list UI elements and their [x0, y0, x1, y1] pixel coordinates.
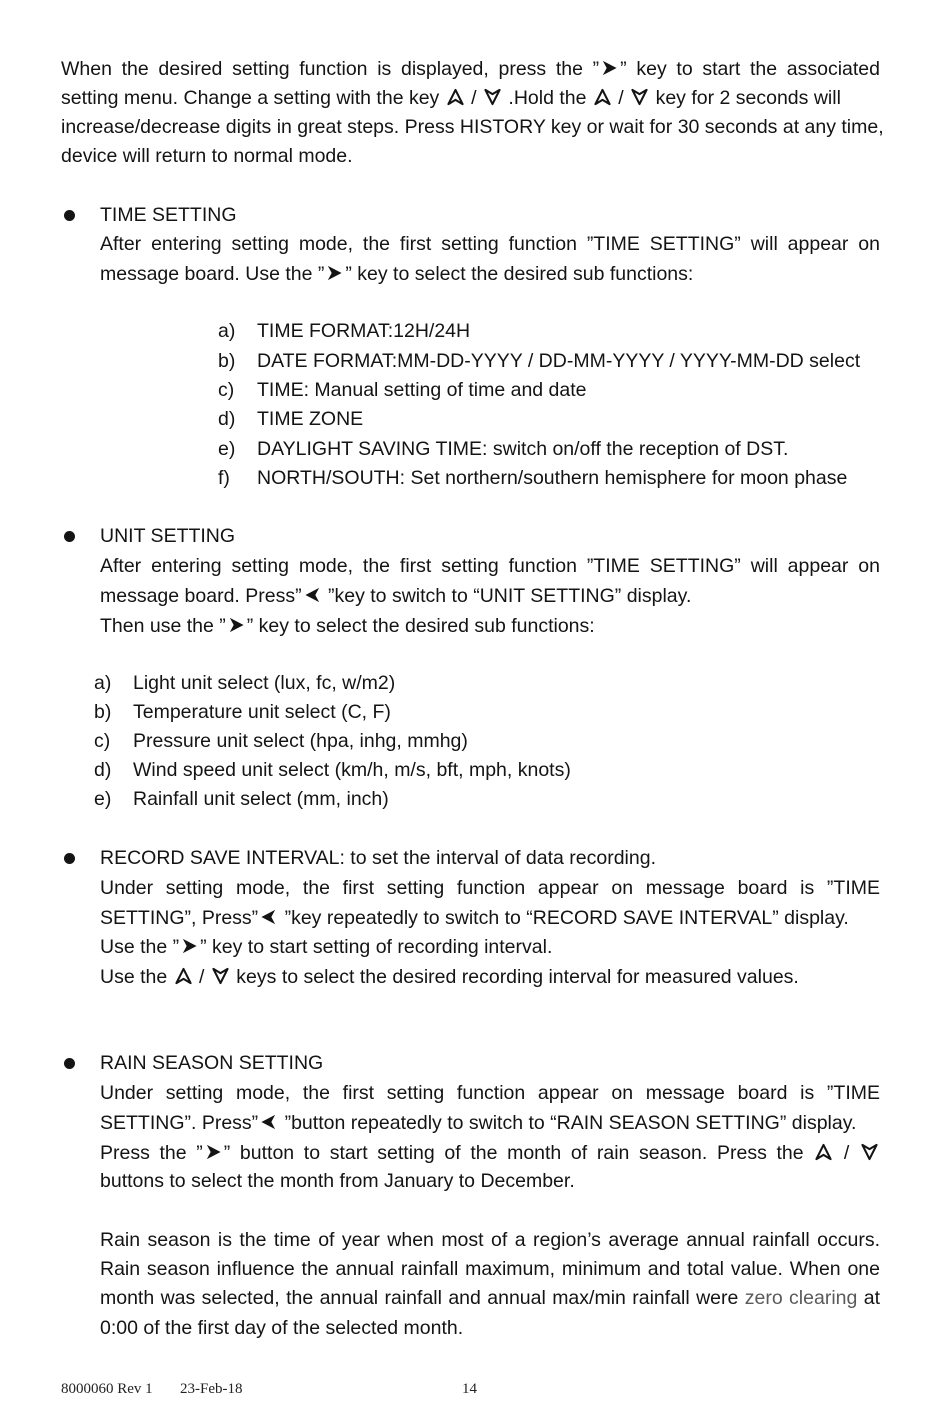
intro-line-4: device will return to normal mode. [61, 145, 353, 167]
down-arrow-key-icon [861, 1143, 878, 1161]
time-setting-line-2: message board. Use the ” ” key to select the desired sub functions: [100, 263, 694, 285]
rain-season-line-2: SETTING”. Press” ”button repeatedly to switch to “RAIN SEASON SETTING” display. [100, 1112, 857, 1134]
right-arrow-key-icon [181, 937, 198, 955]
left-arrow-key-icon [260, 908, 277, 926]
right-arrow-key-icon [601, 59, 618, 77]
intro-line-2: setting menu. Change a setting with the key / .Hold the / key for 2 seconds will [61, 87, 841, 109]
intro-line-3: increase/decrease digits in great steps. Press HISTORY key or wait for 30 seconds at any time, [61, 116, 884, 138]
up-arrow-key-icon [447, 88, 464, 106]
up-arrow-key-icon [175, 967, 192, 985]
up-arrow-key-icon [815, 1143, 832, 1161]
footer-page-number: 14 [462, 1381, 477, 1397]
down-arrow-key-icon [212, 967, 229, 985]
unit-setting-heading: UNIT SETTING [100, 525, 236, 547]
intro-line-1: When the desired setting function is displayed, press the ” ” key to start the associated [61, 58, 880, 80]
right-arrow-key-icon [326, 264, 343, 282]
record-interval-line-3: Use the ” ” key to start setting of recording interval. [100, 936, 553, 958]
time-setting-heading: TIME SETTING [100, 204, 237, 226]
left-arrow-key-icon [260, 1113, 277, 1131]
up-arrow-key-icon [594, 88, 611, 106]
unit-setting-line-1: After entering setting mode, the first setting function ”TIME SETTING” will appear on [100, 555, 880, 577]
rain-season-line-3: Press the ” ” button to start setting of the month of rain season. Press the / [100, 1139, 880, 1168]
left-arrow-key-icon [304, 586, 321, 604]
bullet-icon [64, 210, 75, 221]
down-arrow-key-icon [484, 88, 501, 106]
footer-doc-id: 8000060 Rev 1 [61, 1381, 153, 1397]
rain-season-line-1: Under setting mode, the first setting function appear on message board is ”TIME [100, 1082, 880, 1104]
rain-season-heading: RAIN SEASON SETTING [100, 1052, 324, 1074]
rain-season-para2-line-1: Rain season is the time of year when most of a region’s average annual rainfall occurs. [100, 1229, 880, 1251]
record-interval-line-2: SETTING”, Press” ”key repeatedly to switch to “RECORD SAVE INTERVAL” display. [100, 907, 849, 929]
rain-season-para2-line-2: Rain season influence the annual rainfall maximum, minimum and total value. When one [100, 1258, 880, 1280]
record-interval-line-4: Use the / keys to select the desired recording interval for measured values. [100, 966, 799, 988]
record-interval-heading: RECORD SAVE INTERVAL: to set the interval of data recording. [100, 847, 656, 869]
bullet-icon [64, 853, 75, 864]
right-arrow-key-icon [205, 1143, 222, 1161]
right-arrow-key-icon [228, 616, 245, 634]
rain-season-para2-line-4: 0:00 of the first day of the selected month. [100, 1317, 464, 1339]
record-interval-line-1: Under setting mode, the first setting function appear on message board is ”TIME [100, 877, 880, 899]
unit-setting-line-2: message board. Press” ”key to switch to “UNIT SETTING” display. [100, 585, 692, 607]
bullet-icon [64, 1058, 75, 1069]
unit-setting-line-3: Then use the ” ” key to select the desired sub functions: [100, 615, 595, 637]
bullet-icon [64, 531, 75, 542]
rain-season-para2-line-3: month was selected, the annual rainfall and annual max/min rainfall were zero clearing at [100, 1287, 880, 1309]
time-setting-line-1: After entering setting mode, the first setting function ”TIME SETTING” will appear on [100, 233, 880, 255]
down-arrow-key-icon [631, 88, 648, 106]
rain-season-line-4: buttons to select the month from January to December. [100, 1170, 575, 1192]
footer-date: 23-Feb-18 [180, 1381, 243, 1397]
